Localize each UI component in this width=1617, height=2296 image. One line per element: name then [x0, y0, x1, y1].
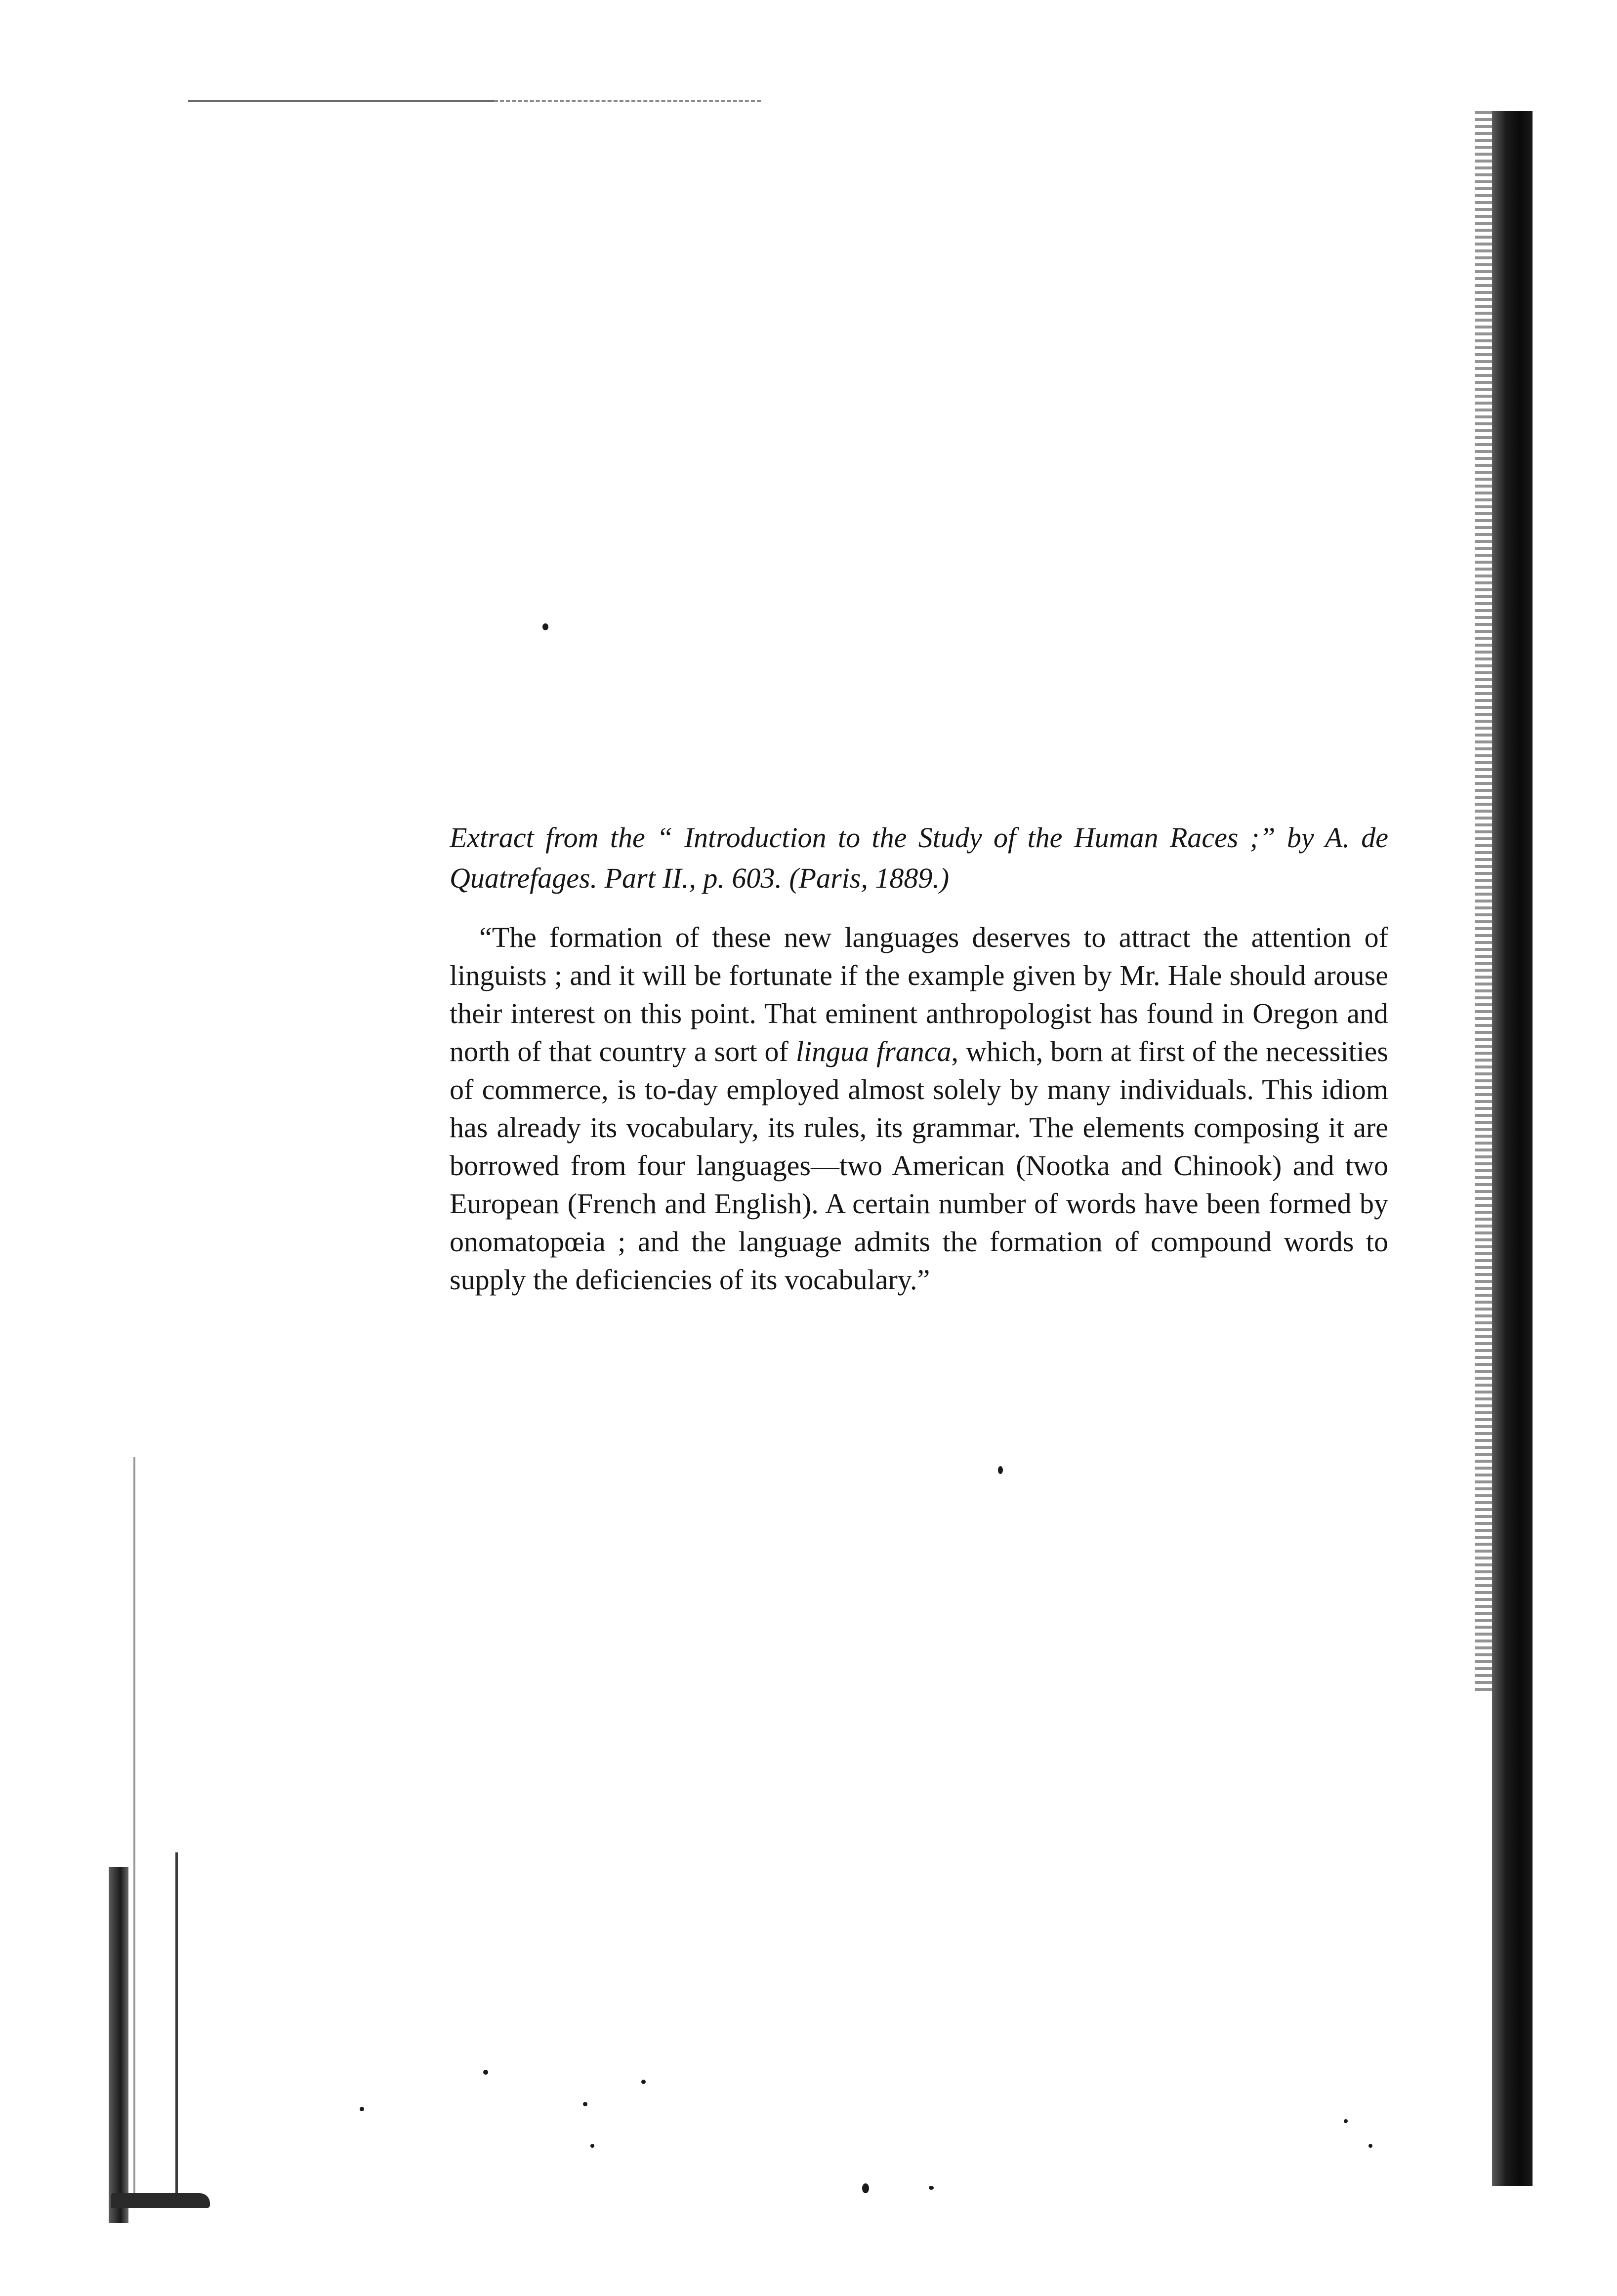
extract-heading: Extract from the “ Introduction to the Study of the Human Races ;” by A. de Quatrefages. Part II., p. 603. (Paris, 1889.) [450, 821, 1388, 894]
left-gutter-line [133, 1457, 135, 2198]
bottom-ink-smudge [111, 2193, 210, 2208]
extract-text-block [450, 818, 1388, 1299]
left-gutter-line-dark [175, 1852, 178, 2198]
scan-speck [590, 2144, 594, 2148]
extract-quote [450, 918, 1388, 1299]
scan-speck [1368, 2144, 1372, 2148]
top-scan-rule-dashed [494, 100, 761, 102]
scan-speck [998, 1466, 1003, 1474]
quote-text-part-1: “The formation of these new languages deserves to attract the attention of linguists ; and it will be fortunate if the example given by Mr. Hale should arouse their interest on this point. That eminent anthropologist has found in Oregon and north of that country a sort of [450, 921, 1388, 1067]
right-binding-edge [1492, 111, 1533, 2186]
top-scan-rule [188, 100, 494, 102]
scan-speck [929, 2186, 934, 2190]
scan-speck [1344, 2119, 1348, 2123]
left-binding-edge [109, 1867, 128, 2223]
quote-italic-term: lingua franca [795, 1035, 952, 1067]
right-binding-shadow [1475, 111, 1494, 1692]
quote-text-part-2: , which, born at first of the necessities of commerce, is to-day employed almost solely by many individuals. This idiom has already its vocabulary, its rules, its grammar. The elements composing it are borrowed from four languages—two American (Nootka and Chinook) and two European (French and English). A certain number of words have been formed by onomatopœia ; and the language admits the formation of compound words to supply the deficiencies of its vocabulary.” [450, 1035, 1388, 1296]
scan-speck [542, 623, 548, 630]
scan-speck [483, 2070, 488, 2075]
scan-speck [641, 2080, 646, 2084]
scan-speck [862, 2183, 869, 2193]
scan-speck [583, 2102, 587, 2106]
scan-speck [360, 2107, 364, 2111]
